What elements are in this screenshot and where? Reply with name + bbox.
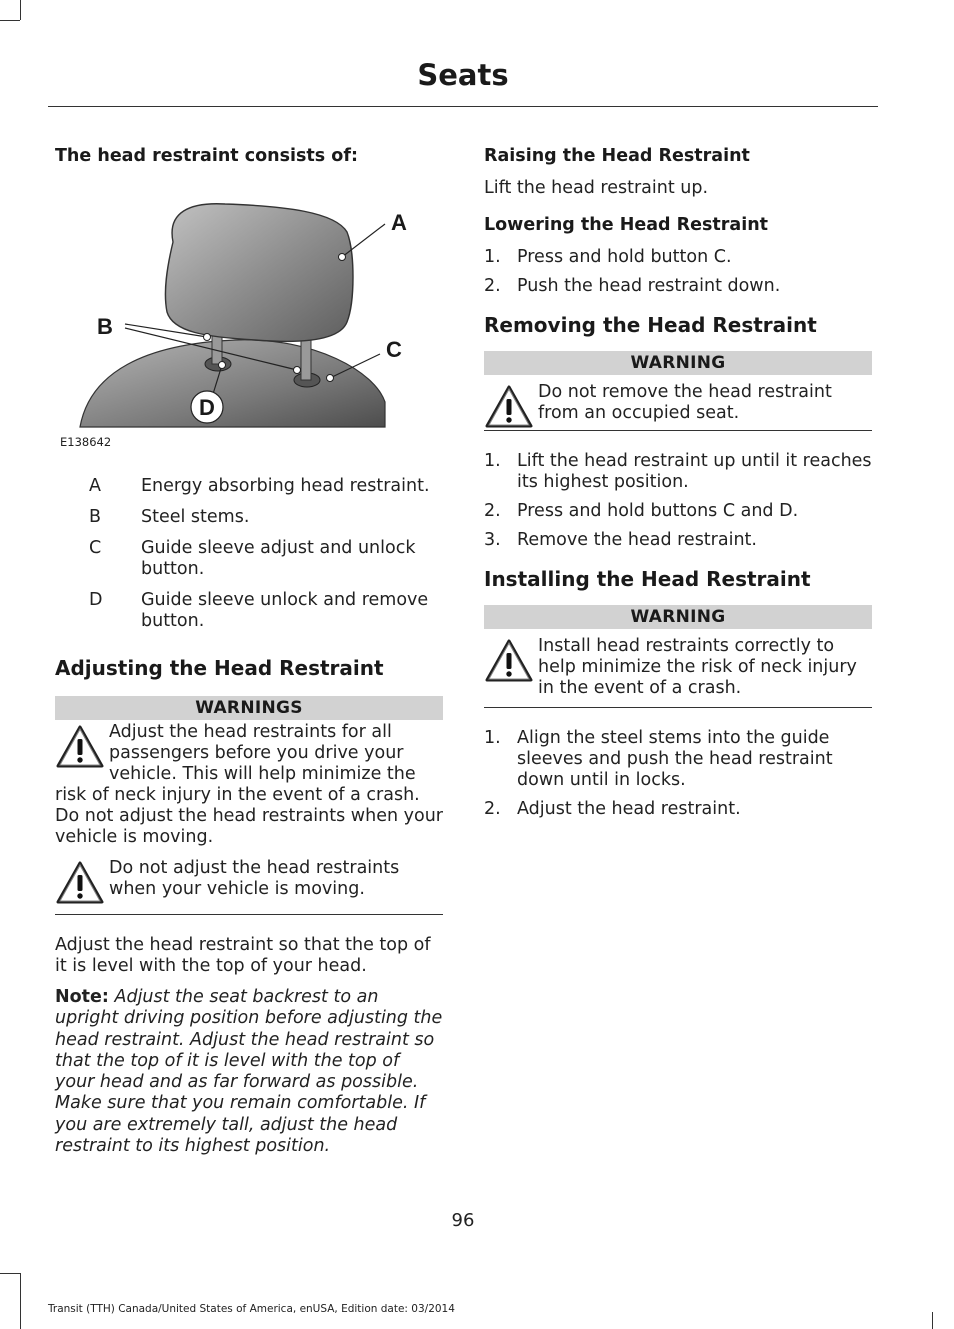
warning-label: WARNING bbox=[484, 351, 872, 375]
left-column bbox=[55, 146, 443, 1157]
lowering-steps bbox=[484, 247, 872, 297]
warning-triangle-icon bbox=[484, 384, 534, 430]
warning-text: Adjust the head restraints for all passengers before you drive your vehicle. This will help minimize the risk of neck injury in the event of a crash. Do not adjust the head restraints when your vehicle is moving. bbox=[55, 722, 443, 847]
warning-label: WARNING bbox=[484, 605, 872, 629]
removing-heading: Removing the Head Restraint bbox=[484, 313, 817, 337]
list-item bbox=[484, 799, 872, 820]
definition-value: Guide sleeve adjust and unlock button. bbox=[141, 538, 416, 579]
definition-key: C bbox=[89, 538, 102, 558]
crop-mark bbox=[932, 1312, 933, 1329]
definition-list bbox=[55, 476, 443, 632]
step-text: Align the steel stems into the guide sleeves and push the head restraint down until in locks. bbox=[517, 728, 833, 790]
list-item bbox=[484, 451, 872, 493]
warning-item bbox=[55, 858, 443, 902]
warning-text: Do not adjust the head restraints when your vehicle is moving. bbox=[109, 858, 400, 899]
warning-divider bbox=[55, 914, 443, 915]
step-number: 1. bbox=[484, 247, 501, 267]
list-item bbox=[484, 728, 872, 791]
list-item bbox=[484, 530, 872, 551]
definition-key: A bbox=[89, 476, 101, 496]
warning-item bbox=[484, 636, 872, 699]
list-item bbox=[484, 276, 872, 297]
warning-triangle-icon bbox=[484, 638, 534, 684]
definition-item bbox=[55, 590, 443, 632]
warning-text: Do not remove the head restraint from an occupied seat. bbox=[538, 382, 832, 423]
callout-a: A bbox=[391, 210, 407, 235]
step-text: Push the head restraint down. bbox=[517, 276, 781, 296]
crop-mark bbox=[0, 1273, 20, 1274]
definition-value: Guide sleeve unlock and remove button. bbox=[141, 590, 429, 631]
definition-item bbox=[55, 507, 443, 528]
step-text: Press and hold buttons C and D. bbox=[517, 501, 799, 521]
step-number: 2. bbox=[484, 501, 501, 521]
title-divider bbox=[48, 106, 878, 107]
figure-id: E138642 bbox=[60, 435, 112, 449]
warning-triangle-icon bbox=[55, 724, 105, 770]
callout-c: C bbox=[386, 337, 402, 362]
step-text: Press and hold button C. bbox=[517, 247, 732, 267]
footer-edition: Transit (TTH) Canada/United States of America, enUSA, Edition date: 03/2014 bbox=[48, 1303, 455, 1315]
callout-b: B bbox=[97, 314, 113, 339]
step-text: Lift the head restraint up until it reaches its highest position. bbox=[517, 451, 872, 492]
right-column bbox=[484, 146, 872, 828]
step-number: 1. bbox=[484, 728, 501, 748]
step-number: 1. bbox=[484, 451, 501, 471]
head-restraint-figure bbox=[55, 172, 443, 462]
definition-value: Energy absorbing head restraint. bbox=[141, 476, 430, 496]
note-label: Note: bbox=[55, 987, 109, 1007]
raising-text: Lift the head restraint up. bbox=[484, 178, 709, 198]
definition-value: Steel stems. bbox=[141, 507, 250, 527]
warning-item bbox=[55, 722, 443, 848]
definition-item bbox=[55, 476, 443, 497]
list-item bbox=[484, 247, 872, 268]
step-text: Remove the head restraint. bbox=[517, 530, 757, 550]
warning-triangle-icon bbox=[55, 860, 105, 906]
adjust-paragraph: Adjust the head restraint so that the top of it is level with the top of your head. bbox=[55, 935, 431, 976]
warning-text: Install head restraints correctly to help minimize the risk of neck injury in the event of a crash. bbox=[538, 636, 857, 698]
page-title: Seats bbox=[417, 58, 509, 92]
warnings-label: WARNINGS bbox=[55, 696, 443, 720]
page-number: 96 bbox=[451, 1210, 475, 1231]
crop-mark bbox=[20, 1273, 21, 1329]
callout-d: D bbox=[199, 395, 215, 420]
list-item bbox=[484, 501, 872, 522]
warning-item bbox=[484, 382, 872, 428]
head-restraint-illustration bbox=[55, 172, 443, 434]
warning-divider bbox=[484, 707, 872, 708]
crop-mark bbox=[20, 0, 21, 20]
definition-item bbox=[55, 538, 443, 580]
installing-heading: Installing the Head Restraint bbox=[484, 567, 811, 591]
raising-heading: Raising the Head Restraint bbox=[484, 146, 750, 166]
note-paragraph bbox=[55, 987, 443, 1157]
note-text: Adjust the seat backrest to an upright driving position before adjusting the head restraint. Adjust the head restraint so that the top of it is level with the top of your head and as far forward as possible. Make sure that you remain comfortable. If you are extremely tall, adjust the head restraint to its highest position. bbox=[55, 987, 443, 1157]
consists-heading: The head restraint consists of: bbox=[55, 146, 358, 166]
step-number: 2. bbox=[484, 276, 501, 296]
installing-steps bbox=[484, 728, 872, 820]
step-number: 3. bbox=[484, 530, 501, 550]
definition-key: D bbox=[89, 590, 103, 610]
definition-key: B bbox=[89, 507, 102, 527]
warning-divider bbox=[484, 430, 872, 431]
crop-mark bbox=[0, 20, 20, 21]
step-text: Adjust the head restraint. bbox=[517, 799, 741, 819]
step-number: 2. bbox=[484, 799, 501, 819]
removing-steps bbox=[484, 451, 872, 551]
adjusting-heading: Adjusting the Head Restraint bbox=[55, 656, 384, 680]
lowering-heading: Lowering the Head Restraint bbox=[484, 215, 769, 235]
